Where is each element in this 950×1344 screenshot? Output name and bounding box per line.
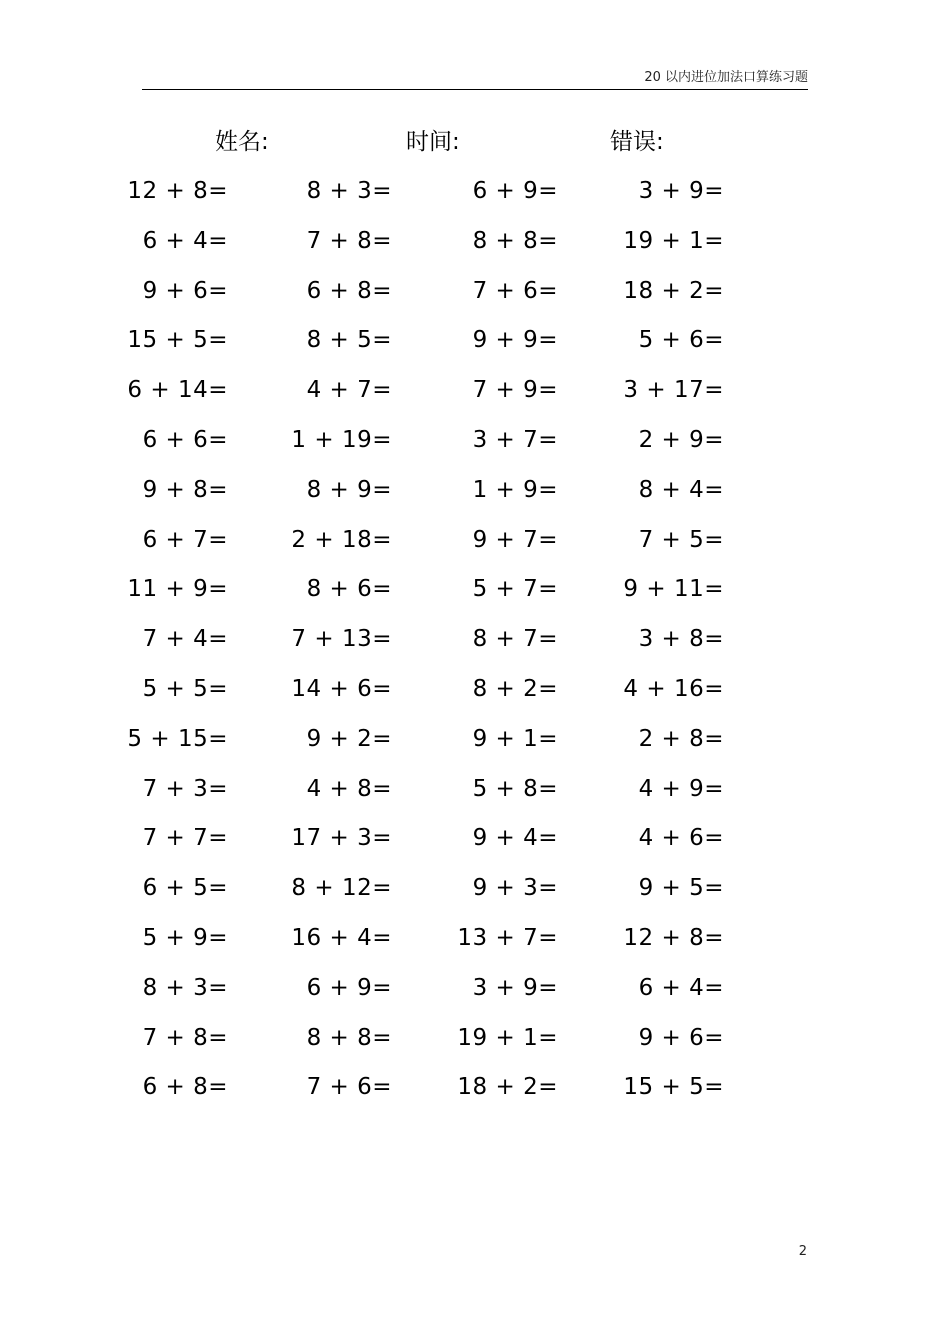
problem-item: 6 + 14= (127, 377, 228, 404)
problem-item: 3 + 9= (638, 178, 724, 204)
problem-item: 8 + 7= (472, 626, 558, 653)
problem-item: 3 + 7= (472, 427, 558, 453)
problem-item: 19 + 1= (457, 1024, 558, 1051)
name-label: 姓名: (215, 129, 269, 155)
problem-item: 4 + 6= (638, 825, 724, 852)
problem-item: 9 + 8= (142, 476, 228, 503)
problem-item: 8 + 8= (306, 1024, 392, 1051)
problem-item: 6 + 7= (142, 526, 228, 553)
problem-item: 8 + 12= (291, 875, 392, 902)
problem-item: 9 + 5= (638, 875, 724, 902)
problem-item: 6 + 4= (142, 227, 228, 254)
problem-item: 8 + 4= (638, 476, 724, 503)
problem-item: 8 + 3= (142, 974, 228, 1001)
problem-item: 7 + 5= (638, 526, 724, 553)
problem-item: 8 + 8= (472, 227, 558, 254)
problem-item: 15 + 5= (623, 1074, 724, 1101)
problem-item: 9 + 4= (472, 825, 558, 852)
problem-item: 1 + 19= (291, 427, 392, 453)
problem-item: 7 + 9= (472, 377, 558, 404)
problem-item: 15 + 5= (127, 327, 228, 354)
problem-item: 6 + 9= (306, 974, 392, 1001)
problem-item: 3 + 8= (638, 626, 724, 653)
problem-item: 5 + 7= (472, 576, 558, 603)
problem-item: 12 + 8= (623, 925, 724, 951)
problem-item: 9 + 1= (472, 725, 558, 752)
problem-item: 8 + 9= (306, 476, 392, 503)
problem-item: 3 + 17= (623, 377, 724, 404)
problem-item: 17 + 3= (291, 825, 392, 852)
problem-item: 9 + 11= (623, 576, 724, 603)
problem-item: 5 + 9= (142, 925, 228, 951)
problem-item: 7 + 13= (291, 626, 392, 653)
problem-item: 8 + 3= (306, 178, 392, 204)
problem-item: 18 + 2= (457, 1074, 558, 1101)
problem-item: 7 + 4= (142, 626, 228, 653)
header-divider (142, 89, 808, 90)
problem-item: 4 + 7= (306, 377, 392, 404)
time-label: 时间: (406, 129, 460, 155)
problem-item: 7 + 6= (306, 1074, 392, 1101)
problem-item: 5 + 15= (127, 725, 228, 752)
problem-item: 5 + 5= (142, 676, 228, 702)
problem-item: 9 + 6= (142, 277, 228, 304)
problem-item: 5 + 6= (638, 327, 724, 354)
problem-item: 3 + 9= (472, 974, 558, 1001)
problem-item: 6 + 4= (638, 974, 724, 1001)
problem-item: 7 + 6= (472, 277, 558, 304)
problem-item: 6 + 8= (142, 1074, 228, 1101)
problem-item: 4 + 9= (638, 775, 724, 802)
problem-item: 12 + 8= (127, 178, 228, 204)
problem-item: 9 + 6= (638, 1024, 724, 1051)
problem-item: 1 + 9= (472, 476, 558, 503)
problem-item: 2 + 8= (638, 725, 724, 752)
problem-item: 6 + 8= (306, 277, 392, 304)
problem-item: 8 + 6= (306, 576, 392, 603)
page-number: 2 (798, 1244, 807, 1259)
problem-item: 7 + 8= (306, 227, 392, 254)
problem-item: 4 + 8= (306, 775, 392, 802)
errors-label: 错误: (610, 129, 664, 155)
problem-item: 7 + 8= (142, 1024, 228, 1051)
problem-item: 16 + 4= (291, 925, 392, 951)
problem-item: 19 + 1= (623, 227, 724, 254)
problem-item: 14 + 6= (291, 676, 392, 702)
problem-item: 7 + 3= (142, 775, 228, 802)
problem-item: 6 + 5= (142, 875, 228, 902)
problem-item: 11 + 9= (127, 576, 228, 603)
problem-item: 13 + 7= (457, 925, 558, 951)
problem-item: 9 + 2= (306, 725, 392, 752)
problem-item: 8 + 2= (472, 676, 558, 702)
problem-item: 7 + 7= (142, 825, 228, 852)
problem-item: 2 + 18= (291, 526, 392, 553)
problem-item: 18 + 2= (623, 277, 724, 304)
problem-item: 2 + 9= (638, 427, 724, 453)
problem-item: 6 + 6= (142, 427, 228, 453)
problem-item: 5 + 8= (472, 775, 558, 802)
problem-item: 9 + 3= (472, 875, 558, 902)
problem-item: 9 + 7= (472, 526, 558, 553)
problem-item: 9 + 9= (472, 327, 558, 354)
problem-item: 8 + 5= (306, 327, 392, 354)
problem-item: 6 + 9= (472, 178, 558, 204)
header-title: 20 以内进位加法口算练习题 (644, 70, 808, 85)
problem-item: 4 + 16= (623, 676, 724, 702)
